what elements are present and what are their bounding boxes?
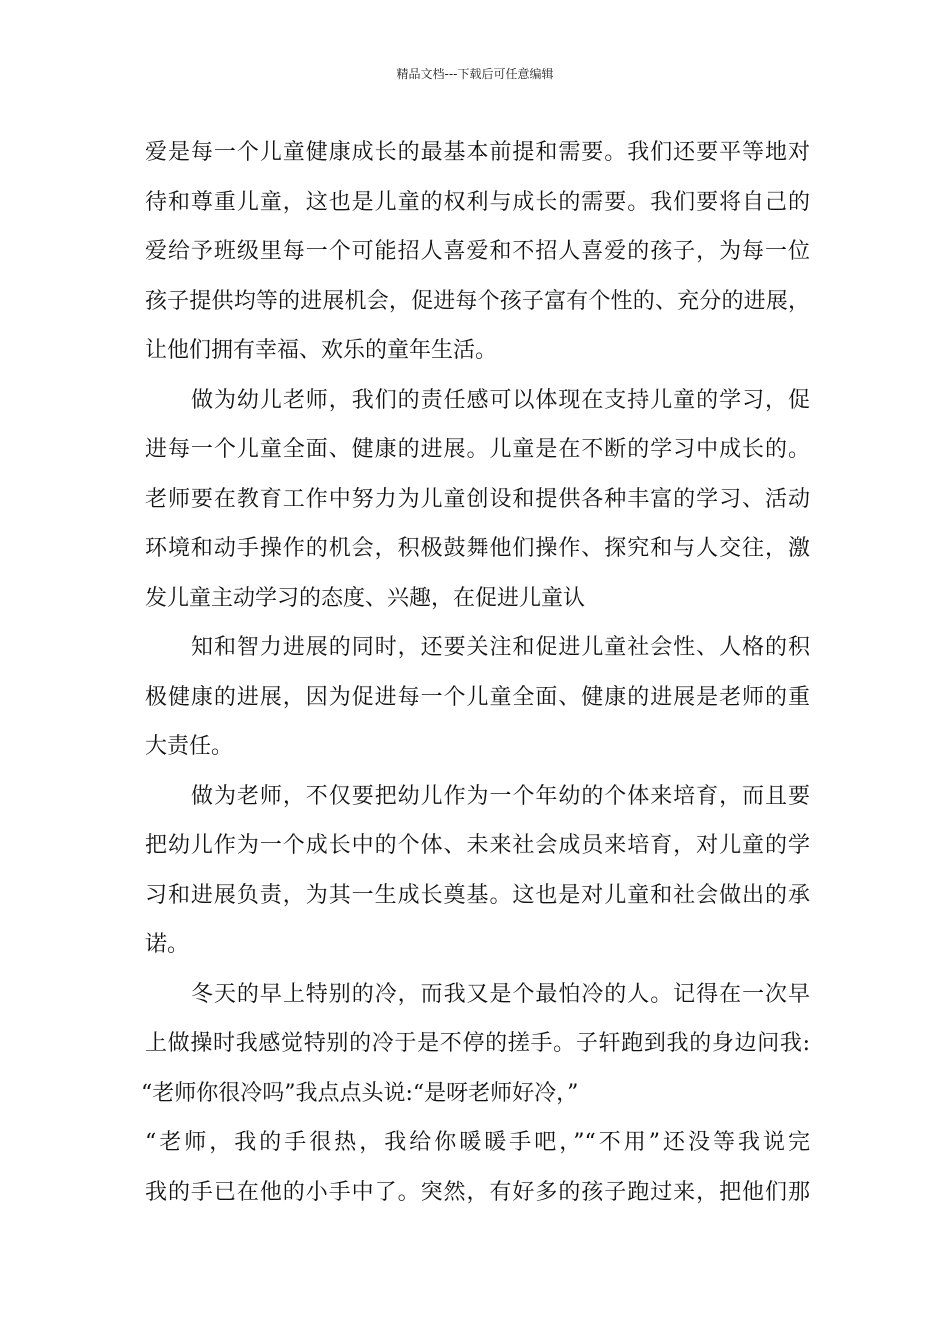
text-line: 让他们拥有幸福、欢乐的童年生活。 (145, 338, 498, 363)
text-line: 知和智力进展的同时，还要关注和促进儿童社会性、人格的积 (191, 635, 810, 660)
text-line: 做为老师，不仅要把幼儿作为一个年幼的个体来培育，而且要 (191, 783, 810, 809)
text-line: 极健康的进展，因为促进每一个儿童全面、健康的进展是老师的重 (145, 684, 810, 710)
text-line: 孩子提供均等的进展机会，促进每个孩子富有个性的、充分的进展， (145, 288, 810, 314)
text-line: 冬天的早上特别的冷，而我又是个最怕冷的人。记得在一次早 (191, 981, 810, 1007)
text-line: 习和进展负责，为其一生成长奠基。这也是对儿童和社会做出的承 (145, 882, 810, 908)
text-line: 待和尊重儿童，这也是儿童的权利与成长的需要。我们要将自己的 (145, 189, 810, 215)
text-line: 发儿童主动学习的态度、兴趣，在促进儿童认 (145, 585, 586, 611)
text-line: 诺。 (145, 932, 190, 957)
text-line: 做为幼儿老师，我们的责任感可以体现在支持儿童的学习，促 (191, 387, 810, 413)
text-line: 爱是每一个儿童健康成长的最基本前提和需要。我们还要平等地对 (145, 140, 810, 165)
text-line: 环境和动手操作的机会，积极鼓舞他们操作、探究和与人交往，激 (145, 536, 810, 561)
document-body (141, 128, 810, 1217)
text-line: “老师你很冷吗”我点点头说:“是呀老师好冷，” (141, 1080, 579, 1106)
text-line: 进每一个儿童全面、健康的进展。儿童是在不断的学习中成长的。 (145, 437, 810, 462)
text-line: 大责任。 (145, 734, 234, 759)
text-line: 上做操时我感觉特别的冷于是不停的搓手。子轩跑到我的身边问我: (145, 1031, 810, 1056)
page-header: 精品文档---下载后可任意编辑 (396, 67, 554, 81)
text-line: 把幼儿作为一个成长中的个体、未来社会成员来培育，对儿童的学 (145, 833, 810, 858)
text-line: 我的手已在他的小手中了。突然，有好多的孩子跑过来，把他们那 (145, 1179, 810, 1205)
text-line: 爱给予班级里每一个可能招人喜爱和不招人喜爱的孩子，为每一位 (145, 239, 810, 264)
text-line: “老师，我的手很热，我给你暖暖手吧，”“不用”还没等我说完 (145, 1130, 810, 1155)
text-line: 老师要在教育工作中努力为儿童创设和提供各种丰富的学习、活动 (145, 486, 810, 512)
